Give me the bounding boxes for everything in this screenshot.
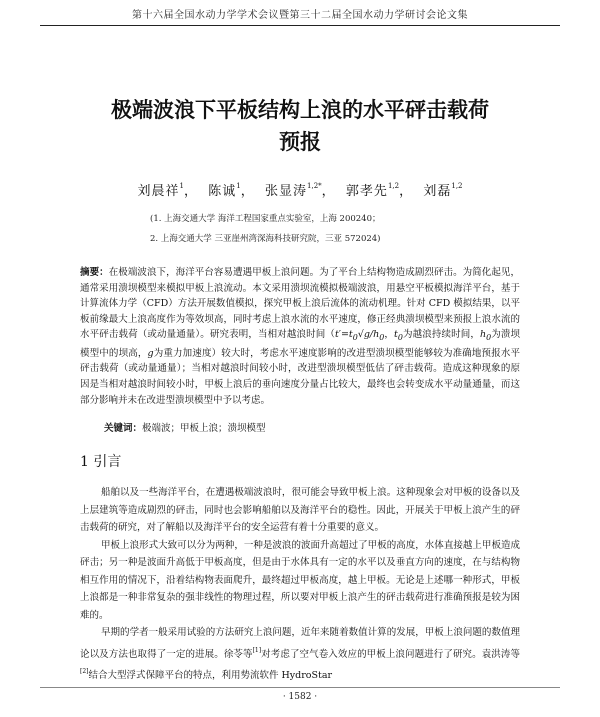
page-number: · 1582 ·: [282, 692, 318, 702]
title-line-1: 极端波浪下平板结构上浪的水平砰击载荷: [111, 98, 489, 122]
keywords: [104, 420, 520, 434]
abstract: 摘要：在极端波浪下，海洋平台容易遭遇甲板上浪问题。为了平台上结构物造成剧烈砰击。为简化起见，通常采用溃坝模型来模拟甲板上浪流动。本文采用溃坝流模拟极端波浪，用悬空平板模拟海洋平台，基于计算流体力学（CFD）方法开展数值模拟，探究甲板上浪后流体的流动机理。针对 CFD 模拟结果，以平板前缘最大上浪高度作为等效坝高，同时考虑上浪水流的水平速度，修正经典溃坝模型来预报上浪水流的水平砰击载荷（或动量通量）。研究表明，当相对越浪时间（$t'=t_0√g/h_0$，$t_0$为越浪持续时间，$h_0$为溃坝模型中的坝高，g为重力加速度）较大时，考虑水平速度影响的改进型溃坝模型能够较为准确地预报水平砰击载荷（或动量通量）；当相对越浪时间较小时，改进型溃坝模型低估了砰击载荷。造成这种现象的原因是当相对越浪时间较小时，甲板上浪后的垂向速度分量占比较大，最终也会转变成水平动量通量，而这部分影响并未在改进型溃坝模型中予以考虑。: [80, 267, 520, 406]
citation: [1]: [252, 646, 262, 654]
author: 陈诚$^1$: [208, 182, 241, 199]
introduction-body: [80, 484, 520, 685]
keywords-text: 极端波；甲板上浪；溃坝模型: [142, 423, 266, 434]
author: 郭孝先$^{1,2}$: [345, 182, 400, 199]
affiliation-2: 2. 上海交通大学 三亚崖州湾深海科技研究院，三亚 572024): [150, 234, 381, 244]
author: 刘晨祥$^1$: [137, 182, 184, 199]
running-head: 第十六届全国水动力学学术会议暨第三十二届全国水动力学研讨会论文集: [40, 6, 560, 26]
math-g: g: [147, 347, 154, 359]
author-list: 刘晨祥$^1$， 陈诚$^1$， 张显涛$^{1,2*}$， 郭孝先$^{1,2}$， 刘磊$^{1,2}$: [137, 182, 463, 199]
affiliation-1: (1. 上海交通大学 海洋工程国家重点实验室，上海 200240；: [150, 214, 381, 224]
author: 张显涛$^{1,2*}$: [265, 182, 322, 199]
math-t-prime: $t'=t_0√g/h_0$: [334, 329, 385, 343]
footer-rule: [40, 687, 560, 688]
citation: [2]: [80, 668, 89, 675]
paragraph: 船舶以及一些海洋平台，在遭遇极端波浪时，很可能会导致甲板上浪。这种现象会对甲板的设备以及上层建筑等造成剧烈的砰击，同时也会影响船舶以及海洋平台的稳性。因此，开展关于甲板上浪产生的砰击载荷的研究，对了解船以及海洋平台的安全运营有着十分重要的意义。: [80, 487, 520, 533]
paragraph: 早期的学者一般采用试验的方法研究上浪问题，近年来随着数值计算的发展，甲板上浪问题的数值理论以及方法也取得了一定的进展。徐苓等[1]对考虑了空气卷入效应的甲板上浪问题进行了研究。袁洪涛等[2]结合大型浮式保障平台的特点，利用势流软件 HydroStar: [80, 627, 520, 681]
abstract-text: 在极端波浪下，海洋平台容易遭遇甲板上浪问题。为了平台上结构物造成剧烈砰击。为简化起见，通常采用溃坝模型来模拟甲板上浪流动。本文采用溃坝流模拟极端波浪，用悬空平板模拟海洋平台，基于计算流体力学（CFD）方法开展数值模拟，探究甲板上浪后流体的流动机理。针对 CFD 模拟结果，以平板前缘最大上浪高度作为等效坝高，同时考虑上浪水流的水平速度，修正经典溃坝模型来预报上浪水流的水平砰击载荷（或动量通量）。研究表明，当相对越浪时间（: [80, 267, 520, 341]
section-heading-introduction: 1 引言: [80, 454, 122, 470]
abstract-label: 摘要：: [80, 267, 109, 278]
paragraph: 甲板上浪形式大致可以分为两种，一种是波浪的波面升高超过了甲板的高度，水体直接越上甲板造成砰击；另一种是波面升高低于甲板高度，但是由于水体具有一定的水平以及垂直方向的速度，在与结构物相互作用的情况下，沿着结构物表面爬升，最终超过甲板高度，越上甲板。无论是上述哪一种形式，甲板上浪都是一种非常复杂的强非线性的物理过程，所以要对甲板上浪产生的砰击载荷进行准确预报是较为困难的。: [80, 539, 520, 621]
keywords-label: 关键词：: [104, 423, 143, 434]
title-line-2: 预报: [279, 130, 321, 154]
paper-title: [40, 94, 560, 158]
math-t0: $t_0$: [394, 329, 403, 343]
author: 刘磊$^{1,2}$: [423, 182, 463, 199]
math-h0: $h_0$: [479, 329, 492, 343]
